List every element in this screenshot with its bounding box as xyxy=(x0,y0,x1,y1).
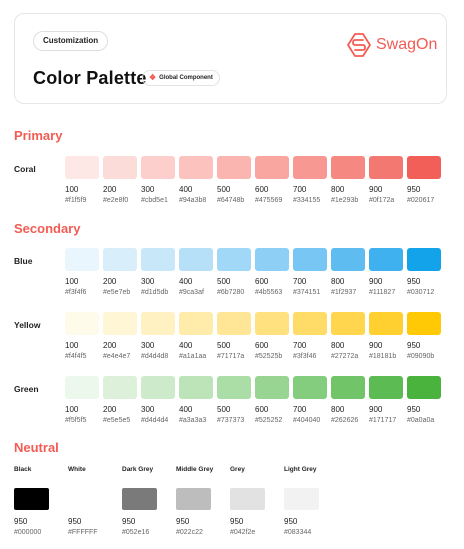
swatch-item[interactable] xyxy=(217,156,251,205)
swatch-hex: #e5e7eb xyxy=(103,289,131,296)
swatch-item[interactable] xyxy=(141,312,175,361)
swatch-hex: #737373 xyxy=(217,417,245,424)
neutral-shade: 950 xyxy=(14,517,28,526)
swatch-item[interactable] xyxy=(103,376,137,425)
color-swatch[interactable] xyxy=(103,312,137,335)
swatch-hex: #d4d4d8 xyxy=(141,353,169,360)
neutral-row xyxy=(14,466,319,537)
color-swatch[interactable] xyxy=(331,312,365,335)
swatch-hex: #e2e8f0 xyxy=(103,197,129,204)
swatch-hex: #334155 xyxy=(293,197,321,204)
color-swatch[interactable] xyxy=(141,248,175,271)
swatch-hex: #374151 xyxy=(293,289,321,296)
color-swatch[interactable] xyxy=(217,156,251,179)
swatch-hex: #09090b xyxy=(407,353,435,360)
swatch-shade: 600 xyxy=(255,185,269,194)
color-swatch[interactable] xyxy=(65,248,99,271)
swatch-item[interactable] xyxy=(293,376,327,425)
swatch-shade: 200 xyxy=(103,405,117,414)
swatch-hex: #52525b xyxy=(255,353,283,360)
color-swatch[interactable] xyxy=(293,312,327,335)
swatch-shade: 900 xyxy=(369,341,383,350)
section-title-neutral: Neutral xyxy=(14,440,59,455)
swatch-hex: #0a0a0a xyxy=(407,417,435,424)
color-swatch[interactable] xyxy=(179,248,213,271)
neutral-swatch[interactable] xyxy=(176,488,211,510)
swatch-shade: 600 xyxy=(255,405,269,414)
palette-label-blue: Blue xyxy=(14,256,33,266)
swatch-hex: #1f2937 xyxy=(331,289,357,296)
swatch-hex: #f3f4f6 xyxy=(65,289,87,296)
swatch-hex: #111827 xyxy=(369,289,396,296)
swatch-item[interactable] xyxy=(65,248,99,297)
color-swatch[interactable] xyxy=(103,156,137,179)
color-swatch[interactable] xyxy=(141,312,175,335)
swatch-shade: 200 xyxy=(103,185,117,194)
color-swatch[interactable] xyxy=(179,312,213,335)
neutral-name: Grey xyxy=(230,466,245,473)
swatch-shade: 400 xyxy=(179,341,193,350)
swatch-item[interactable] xyxy=(65,376,99,425)
swatch-shade: 950 xyxy=(407,185,421,194)
neutral-hex: #022c22 xyxy=(176,529,203,536)
swatch-shade: 200 xyxy=(103,341,117,350)
neutral-name: Light Grey xyxy=(284,466,317,473)
color-swatch[interactable] xyxy=(293,248,327,271)
swatch-hex: #e5e5e5 xyxy=(103,417,131,424)
header-card xyxy=(14,13,447,104)
swatch-item[interactable] xyxy=(407,248,441,297)
swatch-shade: 100 xyxy=(65,185,79,194)
color-swatch[interactable] xyxy=(103,376,137,399)
swatch-item[interactable] xyxy=(255,312,289,361)
swatch-item[interactable] xyxy=(255,376,289,425)
color-swatch[interactable] xyxy=(255,376,289,399)
color-swatch[interactable] xyxy=(369,312,403,335)
swatch-item[interactable] xyxy=(103,248,137,297)
swatch-item[interactable] xyxy=(331,248,365,297)
neutral-hex: #000000 xyxy=(14,529,42,536)
swatch-hex: #f1f5f9 xyxy=(65,197,87,204)
color-swatch[interactable] xyxy=(217,312,251,335)
swatch-hex: #d1d5db xyxy=(141,289,169,296)
neutral-swatch[interactable] xyxy=(230,488,265,510)
neutral-item[interactable] xyxy=(284,466,319,537)
swatch-shade: 400 xyxy=(179,185,193,194)
swatch-item[interactable] xyxy=(255,156,289,205)
neutral-shade: 950 xyxy=(230,517,244,526)
color-swatch[interactable] xyxy=(369,156,403,179)
swatch-shade: 500 xyxy=(217,277,231,286)
swatch-hex: #94a3b8 xyxy=(179,197,207,204)
palette-label-green: Green xyxy=(14,384,39,394)
color-swatch[interactable] xyxy=(65,312,99,335)
page-title: Color Palette xyxy=(33,68,147,88)
color-swatch[interactable] xyxy=(65,376,99,399)
swatch-item[interactable] xyxy=(141,376,175,425)
global-component-badge xyxy=(142,70,220,86)
neutral-item[interactable] xyxy=(176,466,214,537)
swatch-shade: 800 xyxy=(331,185,345,194)
swatch-item[interactable] xyxy=(103,156,137,205)
swatch-item[interactable] xyxy=(369,156,403,205)
swatch-hex: #9ca3af xyxy=(179,289,204,296)
neutral-shade: 950 xyxy=(68,517,82,526)
color-swatch[interactable] xyxy=(179,376,213,399)
neutral-item[interactable] xyxy=(14,466,49,537)
neutral-hex: #FFFFFF xyxy=(68,529,98,536)
color-swatch[interactable] xyxy=(293,376,327,399)
neutral-swatch[interactable] xyxy=(68,488,103,510)
swatch-hex: #f5f5f5 xyxy=(65,417,87,424)
swatch-shade: 900 xyxy=(369,277,383,286)
swatch-shade: 800 xyxy=(331,405,345,414)
swatch-row-yellow xyxy=(65,312,441,361)
swatch-item[interactable] xyxy=(369,376,403,425)
swatch-item[interactable] xyxy=(407,376,441,425)
swatch-hex: #1e293b xyxy=(331,197,359,204)
swatch-item[interactable] xyxy=(407,156,441,205)
palette-label-yellow: Yellow xyxy=(14,320,41,330)
color-swatch[interactable] xyxy=(103,248,137,271)
swatch-hex: #a1a1aa xyxy=(179,353,207,360)
swatch-shade: 300 xyxy=(141,277,155,286)
swatch-shade: 100 xyxy=(65,341,79,350)
swatch-item[interactable] xyxy=(255,248,289,297)
swatch-shade: 600 xyxy=(255,277,269,286)
color-swatch[interactable] xyxy=(217,376,251,399)
swatch-shade: 400 xyxy=(179,277,193,286)
swatch-shade: 700 xyxy=(293,277,307,286)
swatch-hex: #18181b xyxy=(369,353,397,360)
neutral-shade: 950 xyxy=(176,517,190,526)
neutral-swatch[interactable] xyxy=(284,488,319,510)
swatch-shade: 700 xyxy=(293,185,307,194)
swatch-item[interactable] xyxy=(331,376,365,425)
swatch-hex: #27272a xyxy=(331,353,359,360)
color-swatch[interactable] xyxy=(65,156,99,179)
swatch-hex: #3f3f46 xyxy=(293,353,317,360)
color-swatch[interactable] xyxy=(369,248,403,271)
color-swatch[interactable] xyxy=(255,248,289,271)
swatch-item[interactable] xyxy=(293,312,327,361)
swatch-hex: #71717a xyxy=(217,353,245,360)
swatch-row-coral xyxy=(65,156,441,205)
swatch-item[interactable] xyxy=(293,156,327,205)
swatch-item[interactable] xyxy=(141,248,175,297)
swatch-item[interactable] xyxy=(217,248,251,297)
swatch-hex: #e4e4e7 xyxy=(103,353,131,360)
swatch-item[interactable] xyxy=(293,248,327,297)
swatch-item[interactable] xyxy=(65,312,99,361)
neutral-shade: 950 xyxy=(122,517,136,526)
neutral-name: Dark Grey xyxy=(122,466,154,473)
swatch-item[interactable] xyxy=(179,376,213,425)
logo-text: SwagOn xyxy=(376,36,438,53)
color-swatch[interactable] xyxy=(141,156,175,179)
swatch-hex: #cbd5e1 xyxy=(141,197,168,204)
swatch-shade: 500 xyxy=(217,185,231,194)
swatch-shade: 300 xyxy=(141,185,155,194)
swatch-item[interactable] xyxy=(331,156,365,205)
neutral-swatch[interactable] xyxy=(122,488,157,510)
swatch-item[interactable] xyxy=(103,312,137,361)
swagon-logo-icon xyxy=(346,32,372,58)
palette-label-coral: Coral xyxy=(14,164,36,174)
swatch-row-blue xyxy=(65,248,441,297)
swatch-hex: #f4f4f5 xyxy=(65,353,87,360)
neutral-item[interactable] xyxy=(122,466,157,537)
swatch-shade: 300 xyxy=(141,405,155,414)
swatch-hex: #0f172a xyxy=(369,197,395,204)
neutral-hex: #042f2e xyxy=(230,529,256,536)
color-swatch[interactable] xyxy=(407,376,441,399)
color-swatch[interactable] xyxy=(217,248,251,271)
color-swatch[interactable] xyxy=(141,376,175,399)
color-swatch[interactable] xyxy=(179,156,213,179)
swatch-hex: #4b5563 xyxy=(255,289,283,296)
section-title-primary: Primary xyxy=(14,128,63,143)
swatch-shade: 900 xyxy=(369,185,383,194)
swatch-hex: #525252 xyxy=(255,417,283,424)
swatch-item[interactable] xyxy=(179,156,213,205)
swatch-item[interactable] xyxy=(179,248,213,297)
color-swatch[interactable] xyxy=(407,156,441,179)
swatch-shade: 500 xyxy=(217,405,231,414)
color-swatch[interactable] xyxy=(407,312,441,335)
swatch-shade: 100 xyxy=(65,277,79,286)
swatch-shade: 400 xyxy=(179,405,193,414)
swatch-item[interactable] xyxy=(407,312,441,361)
swatch-item[interactable] xyxy=(65,156,99,205)
swatch-hex: #020617 xyxy=(407,197,435,204)
color-swatch[interactable] xyxy=(331,248,365,271)
color-swatch[interactable] xyxy=(407,248,441,271)
swatch-shade: 950 xyxy=(407,341,421,350)
swatch-shade: 200 xyxy=(103,277,117,286)
swatch-hex: #030712 xyxy=(407,289,435,296)
neutral-item[interactable] xyxy=(68,466,103,537)
swatch-shade: 800 xyxy=(331,277,345,286)
swatch-item[interactable] xyxy=(179,312,213,361)
neutral-name: Middle Grey xyxy=(176,466,214,473)
neutral-hex: #052e16 xyxy=(122,529,150,536)
swatch-hex: #171717 xyxy=(369,417,397,424)
swatch-row-green xyxy=(65,376,441,425)
section-title-secondary: Secondary xyxy=(14,221,81,236)
customization-pill[interactable]: Customization xyxy=(33,31,108,51)
swatch-item[interactable] xyxy=(217,312,251,361)
color-swatch[interactable] xyxy=(293,156,327,179)
color-swatch[interactable] xyxy=(255,156,289,179)
swatch-hex: #6b7280 xyxy=(217,289,245,296)
swatch-shade: 900 xyxy=(369,405,383,414)
swatch-shade: 950 xyxy=(407,405,421,414)
neutral-swatch[interactable] xyxy=(14,488,49,510)
swatch-hex: #64748b xyxy=(217,197,245,204)
swatch-hex: #a3a3a3 xyxy=(179,417,207,424)
swagon-logo xyxy=(346,32,437,58)
swatch-shade: 600 xyxy=(255,341,269,350)
swatch-hex: #d4d4d4 xyxy=(141,417,169,424)
color-swatch[interactable] xyxy=(331,376,365,399)
swatch-shade: 700 xyxy=(293,405,307,414)
neutral-hex: #083344 xyxy=(284,529,312,536)
color-swatch[interactable] xyxy=(331,156,365,179)
swatch-item[interactable] xyxy=(217,376,251,425)
swatch-item[interactable] xyxy=(331,312,365,361)
neutral-name: Black xyxy=(14,466,32,473)
swatch-hex: #475569 xyxy=(255,197,283,204)
swatch-shade: 100 xyxy=(65,405,79,414)
color-swatch[interactable] xyxy=(255,312,289,335)
swatch-item[interactable] xyxy=(369,248,403,297)
swatch-shade: 300 xyxy=(141,341,155,350)
color-swatch[interactable] xyxy=(369,376,403,399)
swatch-item[interactable] xyxy=(369,312,403,361)
neutral-name: White xyxy=(68,466,86,473)
swatch-shade: 950 xyxy=(407,277,421,286)
swatch-shade: 700 xyxy=(293,341,307,350)
swatch-hex: #262626 xyxy=(331,417,359,424)
neutral-item[interactable] xyxy=(230,466,265,537)
swatch-item[interactable] xyxy=(141,156,175,205)
component-diamond-icon: ❖ xyxy=(149,73,157,82)
swatch-shade: 800 xyxy=(331,341,345,350)
swatch-hex: #404040 xyxy=(293,417,321,424)
neutral-shade: 950 xyxy=(284,517,298,526)
swatch-shade: 500 xyxy=(217,341,231,350)
badge-label: Global Component xyxy=(159,75,213,81)
